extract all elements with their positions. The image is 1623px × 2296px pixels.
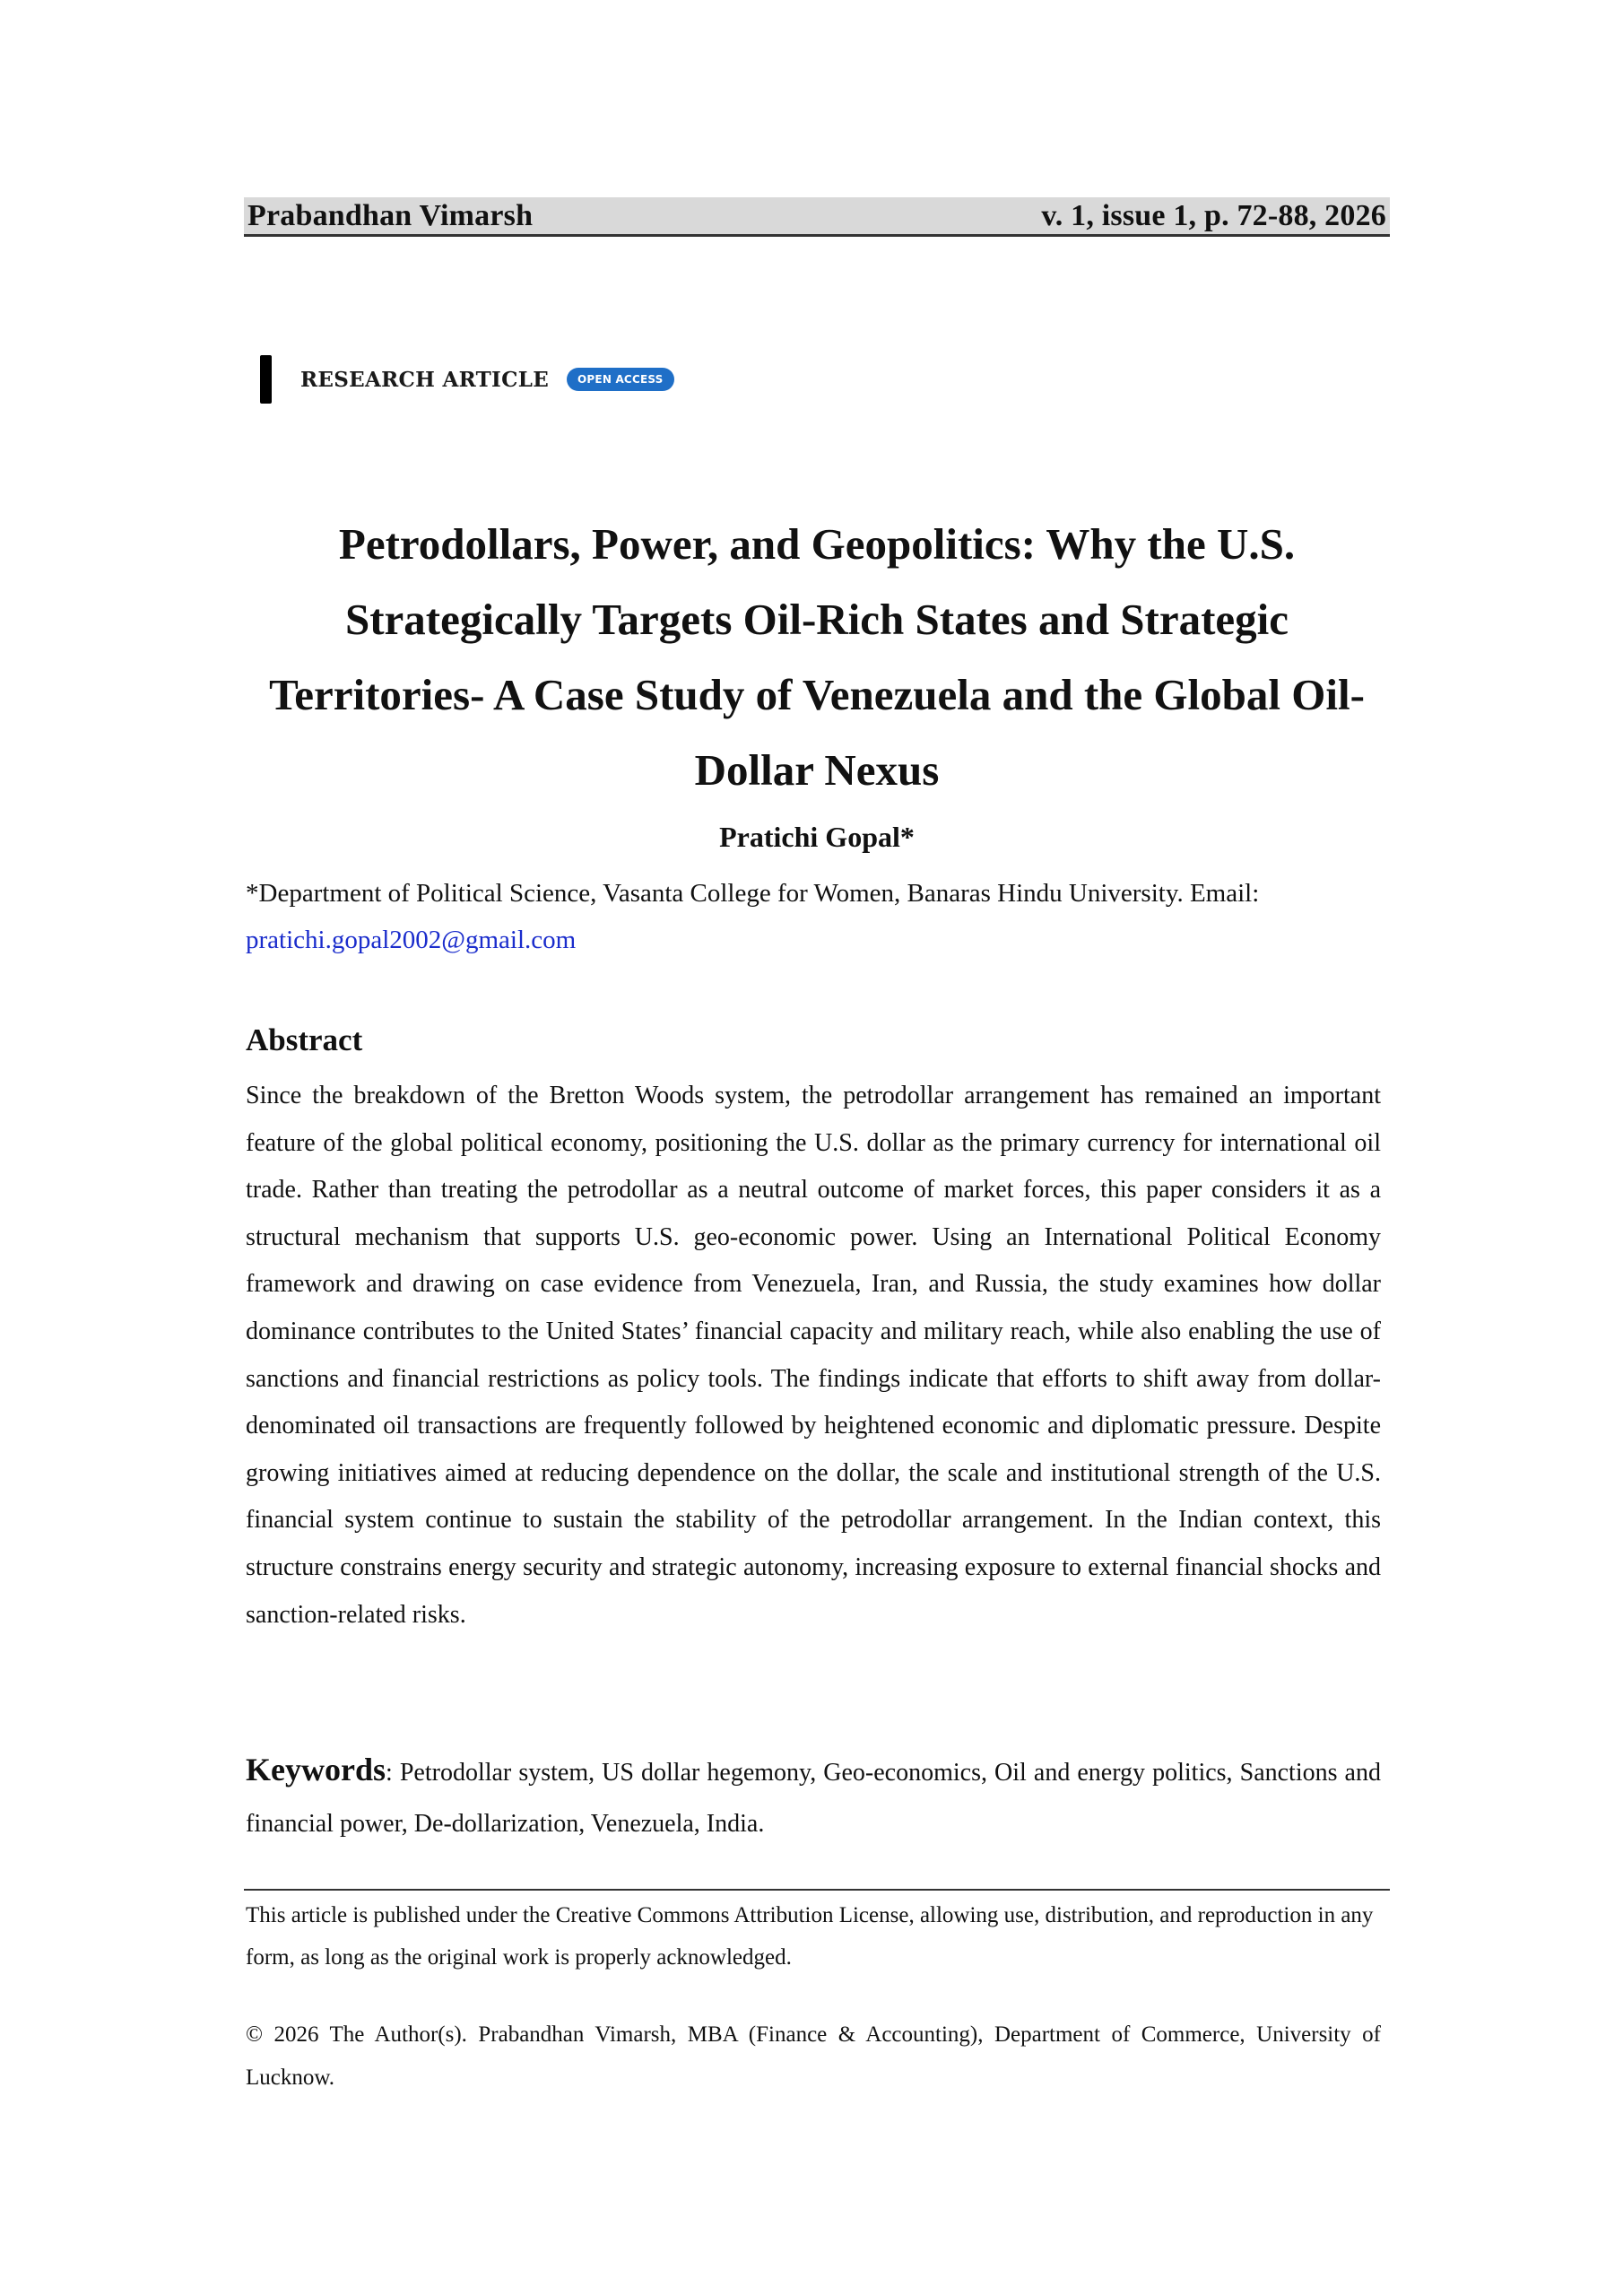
copyright-note: © 2026 The Author(s). Prabandhan Vimarsh, MBA (Finance & Accounting), Department of Commerce, University of Lucknow.	[246, 2022, 1381, 2090]
running-head	[244, 197, 1390, 237]
keywords-list: Petrodollar system, US dollar hegemony, Geo-economics, Oil and energy politics, Sanctions and financial power, De-dollarization, Venezuela, India.	[246, 1759, 1381, 1838]
article-type-label: RESEARCH ARTICLE	[300, 367, 550, 392]
keywords-separator: :	[386, 1759, 393, 1787]
author-email-link[interactable]: pratichi.gopal2002@gmail.com	[246, 926, 577, 954]
affiliation-text: *Department of Political Science, Vasanta College for Women, Banaras Hindu University. Email:	[246, 879, 1260, 908]
keywords-label: Keywords	[246, 1752, 386, 1787]
keywords	[246, 1744, 1381, 1849]
license-note: This article is published under the Creative Commons Attribution License, allowing use, distribution, and reproduction in any form, as long as the original work is properly acknowledged.	[246, 1903, 1374, 1970]
author-affiliation	[246, 870, 1392, 963]
abstract-text: Since the breakdown of the Bretton Woods system, the petrodollar arrangement has remained an important feature of the global political economy, positioning the U.S. dollar as the primary currency for international oil trade. Rather than treating the petrodollar as a neutral outcome of market forces, this paper considers it as a structural mechanism that supports U.S. geo-economic power. Using an International Political Economy framework and drawing on case evidence from Venezuela, Iran, and Russia, the study examines how dollar dominance contributes to the United States’ financial capacity and military reach, while also enabling the use of sanctions and financial restrictions as policy tools. The findings indicate that efforts to shift away from dollar-denominated oil transactions are frequently followed by heightened economic and diplomatic pressure. Despite growing initiatives aimed at reducing dependence on the dollar, the scale and institutional strength of the U.S. financial system continue to sustain the stability of the petrodollar arrangement. In the Indian context, this structure constrains energy security and strategic autonomy, increasing exposure to external financial shocks and sanction-related risks.	[246, 1082, 1381, 1629]
citation-info: v. 1, issue 1, p. 72-88, 2026	[1041, 198, 1386, 232]
paper-title: Petrodollars, Power, and Geopolitics: Why the U.S. Strategically Targets Oil-Rich States and Strategic Territories- A Case Study of Venezuela and the Global Oil-Dollar Nexus	[269, 519, 1365, 795]
footnote-divider	[244, 1889, 1390, 1891]
open-access-badge: OPEN ACCESS	[567, 368, 673, 391]
journal-name: Prabandhan Vimarsh	[247, 198, 534, 232]
abstract-heading: Abstract	[246, 1022, 363, 1057]
article-type	[260, 355, 674, 404]
author-name: Pratichi Gopal*	[719, 821, 915, 853]
type-marker-bar	[260, 355, 272, 404]
